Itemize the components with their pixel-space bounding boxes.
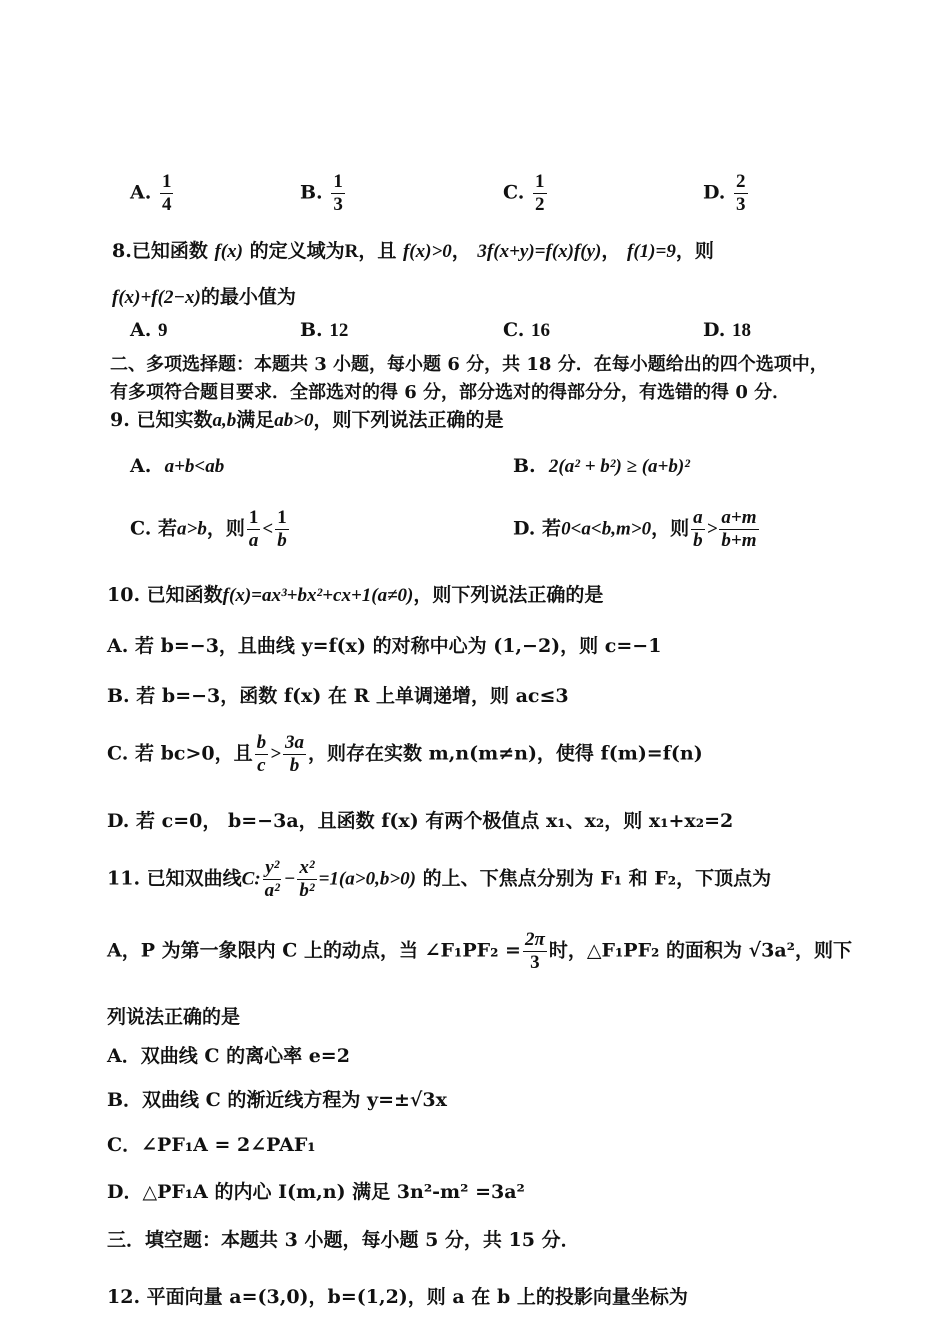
q11-stem-line3: 列说法正确的是: [107, 1006, 241, 1028]
option-label: A.: [130, 181, 152, 204]
q12-stem-partial: 12. 平面向量 a=(3,0)，b=(1,2)，则 a 在 b 上的投影向量坐标为: [107, 1286, 688, 1308]
q11-stem-line1: 11. 已知双曲线C: $\frac{\text{y²}}{\text{a²}}$ − $\frac{\text{x²}}{\text{b²}}$ =1(a>0,b>0) 的上、下焦点分别为 F₁ 和 F₂，下顶点为: [107, 857, 772, 901]
q11-option-d: D．△PF₁A 的内心 I(m,n) 满足 3n²-m² =3a²: [107, 1181, 525, 1203]
q11-stem-line2: A，P 为第一象限内 C 上的动点，当 ∠F₁PF₂ = $\frac{2\pi}{3}$ 时，△F₁PF₂ 的面积为 √3a²，则下: [107, 929, 852, 973]
q7-option-a: [130, 172, 175, 215]
fraction: $\frac{1}{3}$: [333, 171, 343, 215]
q10-option-a: A. 若 b=−3，且曲线 y=f(x) 的对称中心为 (1,−2)，则 c=−1: [107, 635, 662, 657]
q8-option-b: B. 12: [300, 319, 349, 341]
q8-option-d: D. 18: [703, 319, 752, 341]
q9-option-a: A. a+b<ab: [130, 455, 225, 477]
option-label: B.: [300, 181, 323, 204]
q8-stem-line1: 8.已知函数 f(x) 的定义域为R，且 f(x)>0， 3f(x+y)=f(x)f(y)， f(1)=9，则: [112, 240, 714, 262]
q10-option-d: D. 若 c=0， b=−3a，且函数 f(x) 有两个极值点 x₁、x₂，则 x₁+x₂=2: [107, 810, 734, 832]
section2-header-line1: 二、多项选择题：本题共 3 小题，每小题 6 分，共 18 分．在每小题给出的四个选项中，: [110, 354, 828, 375]
q10-option-b: B. 若 b=−3，函数 f(x) 在 R 上单调递增，则 ac≤3: [107, 685, 569, 707]
q7-option-d: [703, 172, 750, 215]
q7-option-b: [300, 172, 347, 215]
q9-option-b: B. 2(a² + b²) ≥ (a+b)²: [513, 455, 690, 477]
fraction: $\frac{2}{3}$: [736, 171, 746, 215]
section3-header: 三．填空题：本题共 3 小题，每小题 5 分，共 15 分．: [107, 1229, 580, 1251]
q8-option-a: A. 9: [130, 319, 168, 341]
q9-option-c: C. 若a>b，则 $\frac{1}{a}$ < $\frac{1}{b}$: [130, 507, 287, 551]
q10-option-c: C. 若 bc>0，且 $\frac{b}{c}$ > $\frac{3a}{b}$ ，则存在实数 m,n(m≠n)，使得 f(m)=f(n): [107, 732, 703, 776]
option-label: D.: [703, 181, 726, 204]
q11-option-b: B．双曲线 C 的渐近线方程为 y=±√3x: [107, 1089, 447, 1111]
fraction: $\frac{1}{4}$: [161, 171, 172, 215]
q10-stem: 10. 已知函数f(x)=ax³+bx²+cx+1(a≠0)，则下列说法正确的是: [107, 584, 604, 606]
cut-off-area: [0, 1278, 950, 1344]
q9-stem: 9. 已知实数a,b满足ab>0，则下列说法正确的是: [110, 409, 504, 431]
q8-option-c: C. 16: [503, 319, 551, 341]
q11-option-a: A．双曲线 C 的离心率 e=2: [107, 1045, 350, 1067]
q8-stem-line2: f(x)+f(2−x)的最小值为: [112, 286, 296, 308]
q7-option-c: [503, 172, 549, 215]
q9-option-d: D. 若0<a<b,m>0，则 $\frac{a}{b}$ > $\frac{a+m}{b+m}$: [513, 507, 757, 551]
fraction: $\frac{1}{2}$: [535, 171, 545, 215]
option-label: C.: [503, 181, 525, 204]
section2-header-line2: 有多项符合题目要求．全部选对的得 6 分，部分选对的得部分分，有选错的得 0 分．: [110, 382, 791, 403]
q11-option-c: C．∠PF₁A = 2∠PAF₁: [107, 1134, 316, 1156]
